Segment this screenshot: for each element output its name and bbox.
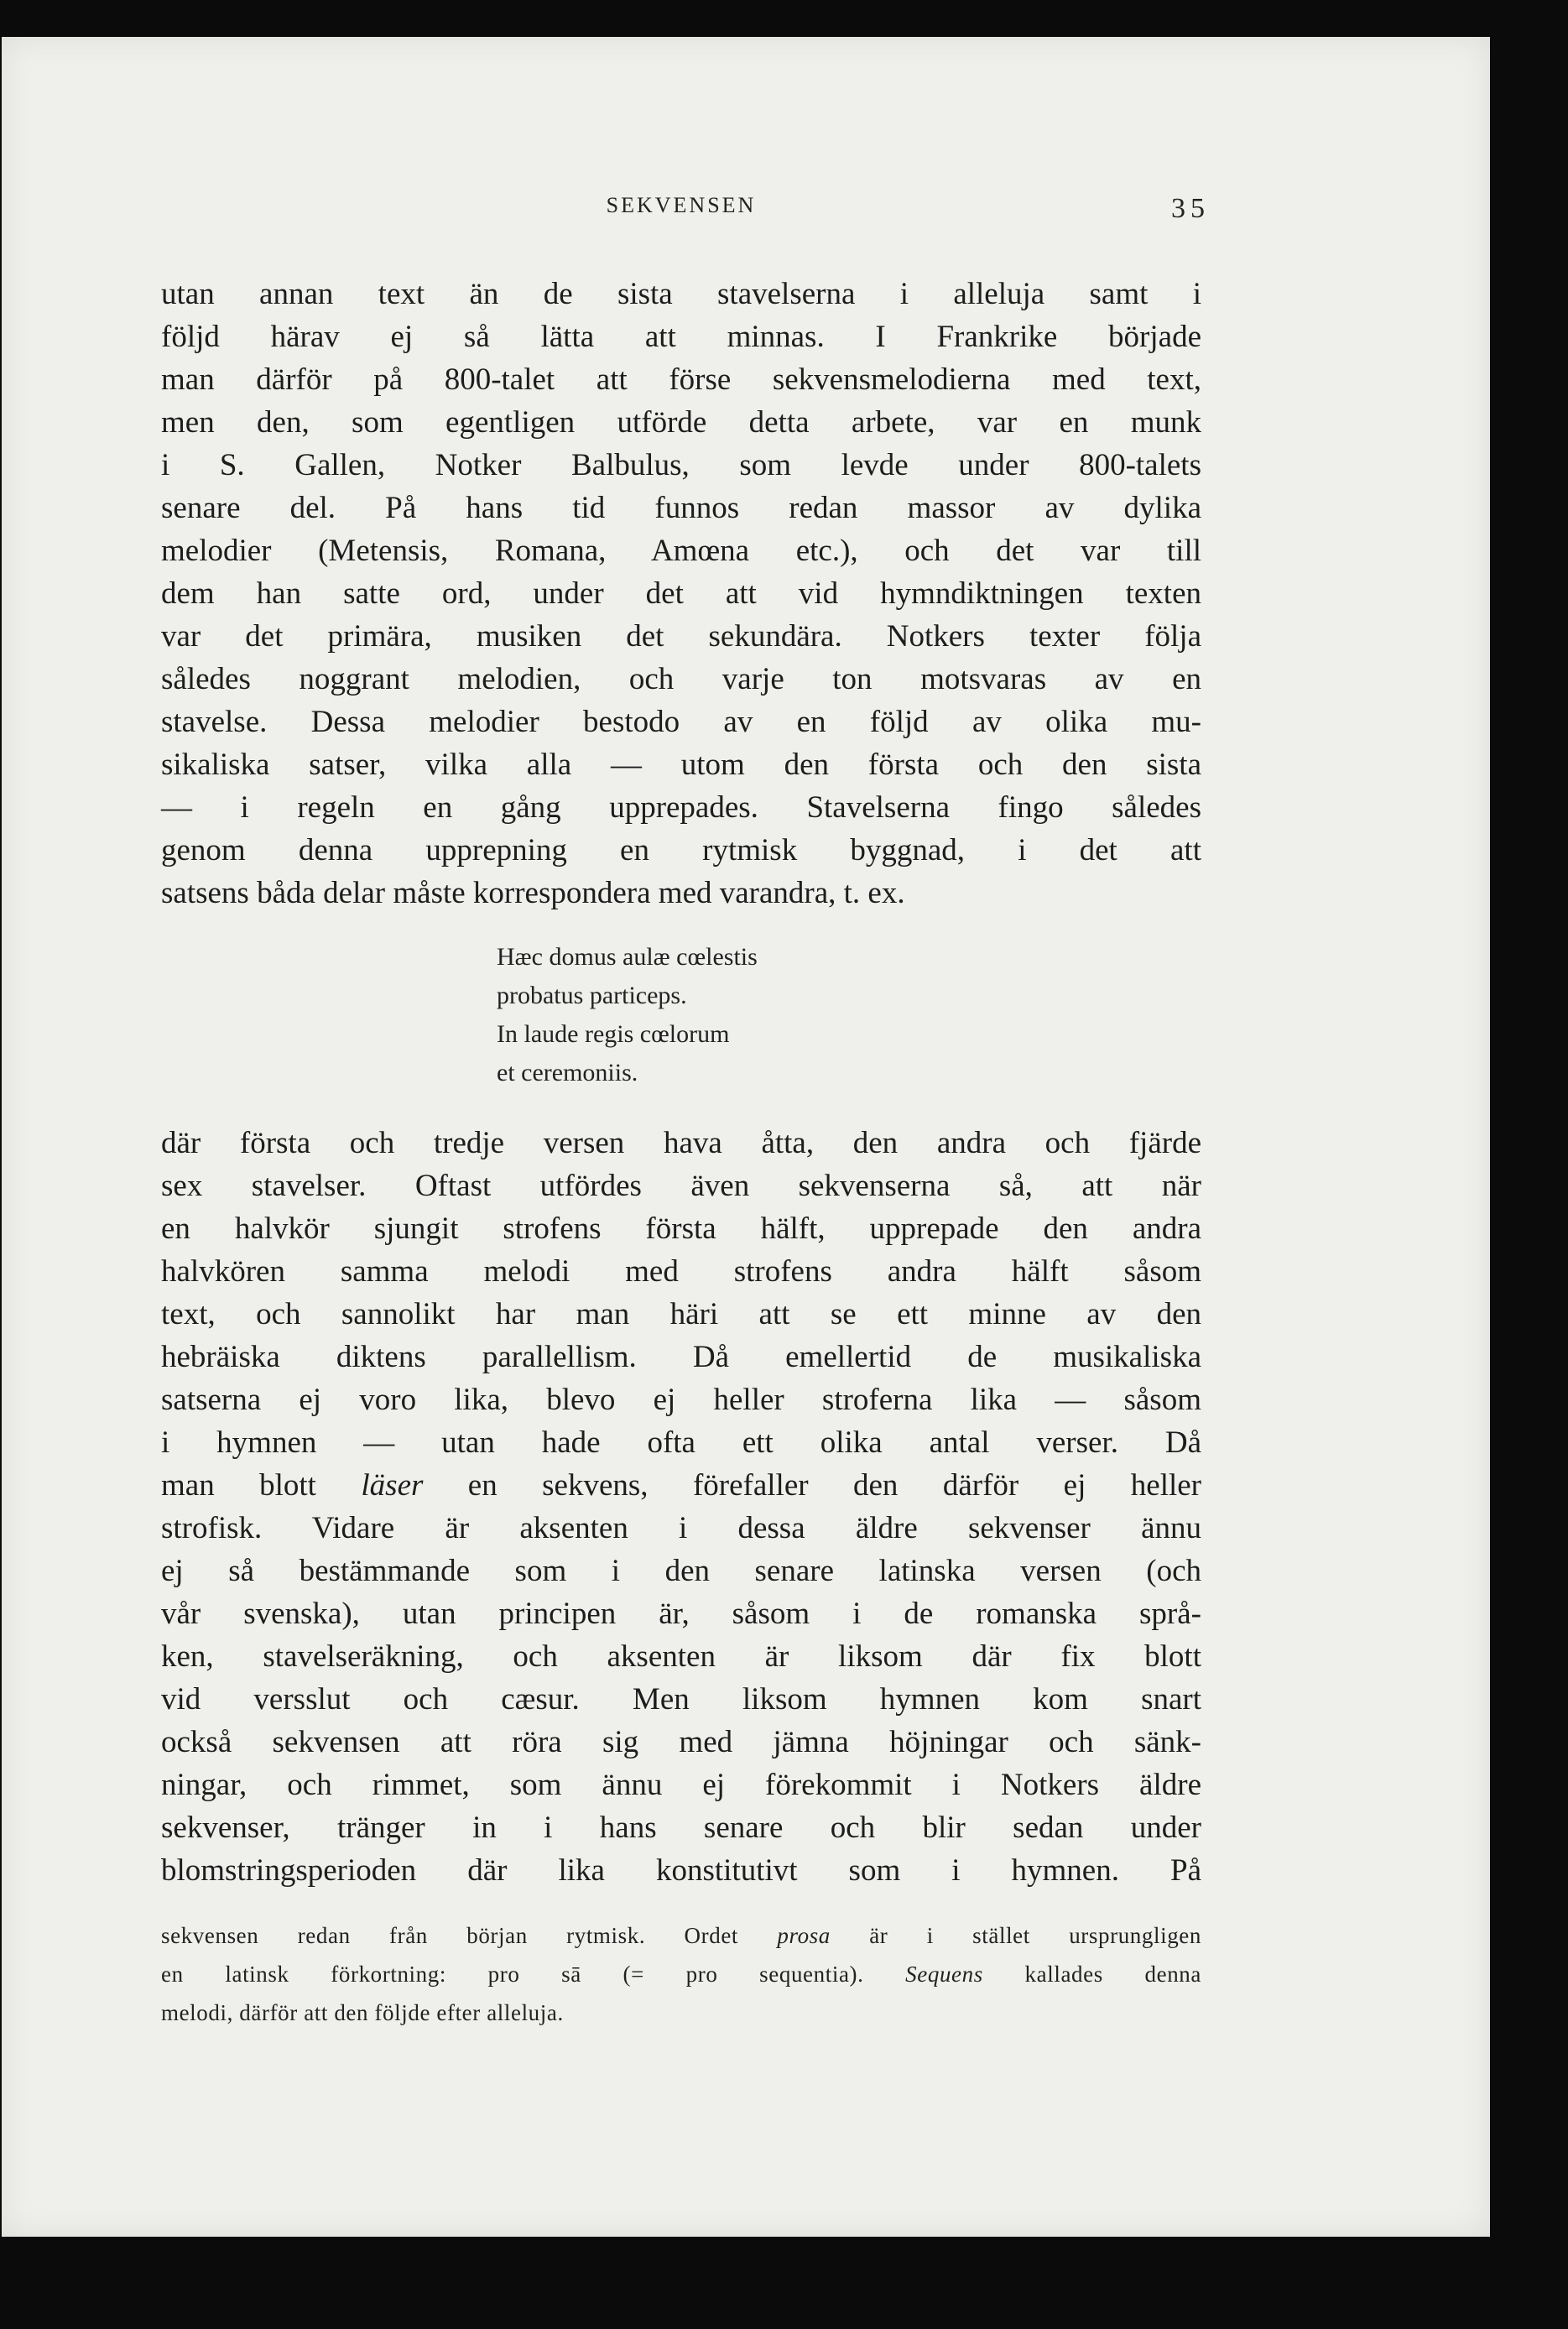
- body-line: — i regeln en gång upprepades. Stavelserna fingo således: [161, 790, 1201, 825]
- verse-line: In laude regis cœlorum: [497, 1020, 730, 1048]
- body-line: senare del. På hans tid funnos redan massor av dylika: [161, 491, 1201, 525]
- body-line: utan annan text än de sista stavelserna i alleluja samt i: [161, 277, 1201, 311]
- footnote-line: [161, 1962, 1201, 1988]
- body-line: satsens båda delar måste korrespondera med varandra, t. ex.: [161, 876, 905, 910]
- body-line: text, och sannolikt har man häri att se ett minne av den: [161, 1297, 1201, 1331]
- book-page: [2, 37, 1490, 2237]
- body-line: sekvenser, tränger in i hans senare och blir sedan under: [161, 1811, 1201, 1845]
- body-line: i S. Gallen, Notker Balbulus, som levde under 800-talets: [161, 448, 1201, 482]
- body-line: strofisk. Vidare är aksenten i dessa äldre sekvenser ännu: [161, 1511, 1201, 1545]
- text-run: en latinsk förkortning: pro sā (= pro sequentia).: [161, 1962, 906, 1987]
- italic-word: Sequens: [905, 1962, 983, 1987]
- footnote-line: [161, 1923, 1201, 1949]
- body-line: en halvkör sjungit strofens första hälft, upprepade den andra: [161, 1211, 1201, 1246]
- italic-word: läser: [361, 1468, 424, 1503]
- body-line: där första och tredje versen hava åtta, den andra och fjärde: [161, 1126, 1201, 1160]
- body-line: ej så bestämmande som i den senare latinska versen (och: [161, 1554, 1201, 1588]
- body-line: ken, stavelseräkning, och aksenten är liksom där fix blott: [161, 1639, 1201, 1674]
- text-run: sekvensen redan från början rytmisk. Ordet: [161, 1923, 778, 1948]
- running-title: SEKVENSEN: [606, 193, 757, 217]
- text-run: är i stället ursprungligen: [830, 1923, 1201, 1948]
- body-line: melodier (Metensis, Romana, Amœna etc.), och det var till: [161, 534, 1201, 568]
- footnote-line: melodi, därför att den följde efter alleluja.: [161, 2000, 564, 2025]
- body-line: ningar, och rimmet, som ännu ej förekommit i Notkers äldre: [161, 1768, 1201, 1802]
- body-line: i hymnen — utan hade ofta ett olika antal verser. Då: [161, 1425, 1201, 1460]
- text-run: en sekvens, förefaller den därför ej heller: [423, 1468, 1201, 1503]
- body-line: satserna ej voro lika, blevo ej heller stroferna lika — såsom: [161, 1383, 1201, 1417]
- body-line: man därför på 800-talet att förse sekvensmelodierna med text,: [161, 362, 1201, 397]
- body-line-with-italic: [161, 1467, 1201, 1509]
- body-line: således noggrant melodien, och varje ton motsvaras av en: [161, 662, 1201, 696]
- body-line: också sekvensen att röra sig med jämna höjningar och sänk-: [161, 1725, 1201, 1759]
- verse-line: et ceremoniis.: [497, 1059, 638, 1086]
- body-line: dem han satte ord, under det att vid hymndiktningen texten: [161, 576, 1201, 611]
- body-line: halvkören samma melodi med strofens andra hälft såsom: [161, 1254, 1201, 1289]
- running-header: [161, 193, 1210, 230]
- text-run: kallades denna: [982, 1962, 1201, 1987]
- body-line: sikaliska satser, vilka alla — utom den första och den sista: [161, 748, 1201, 782]
- verse-line: probatus particeps.: [497, 982, 687, 1009]
- italic-word: prosa: [777, 1923, 831, 1948]
- body-line: vår svenska), utan principen är, såsom i de romanska språ-: [161, 1597, 1201, 1631]
- text-run: man blott: [161, 1468, 362, 1503]
- body-line: följd härav ej så lätta att minnas. I Frankrike började: [161, 320, 1201, 354]
- verse-line: Hæc domus aulæ cœlestis: [497, 943, 758, 971]
- body-line: men den, som egentligen utförde detta arbete, var en munk: [161, 405, 1201, 440]
- body-line: hebräiska diktens parallellism. Då emellertid de musikaliska: [161, 1340, 1201, 1374]
- body-line: var det primära, musiken det sekundära. Notkers texter följa: [161, 619, 1201, 654]
- body-line: blomstringsperioden där lika konstitutivt som i hymnen. På: [161, 1853, 1201, 1888]
- body-line: sex stavelser. Oftast utfördes även sekvenserna så, att när: [161, 1169, 1201, 1203]
- page-number: 35: [1171, 193, 1210, 224]
- body-line: vid versslut och cæsur. Men liksom hymnen kom snart: [161, 1682, 1201, 1717]
- body-line: genom denna upprepning en rytmisk byggnad, i det att: [161, 833, 1201, 868]
- body-line: stavelse. Dessa melodier bestodo av en följd av olika mu-: [161, 705, 1201, 739]
